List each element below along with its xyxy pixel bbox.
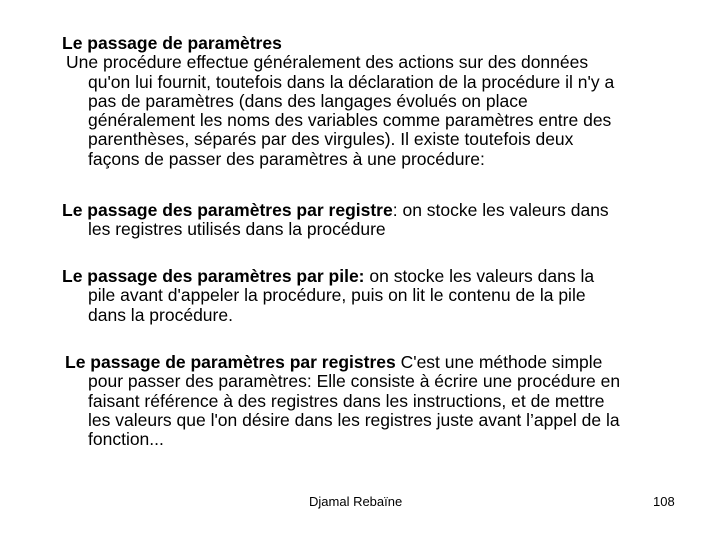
page-number: 108: [653, 494, 675, 509]
section-registres: [65, 353, 620, 449]
registre-heading: Le passage des paramètres par registre: [62, 200, 393, 220]
registre-first-line: [62, 201, 609, 220]
registres-line: fonction...: [88, 429, 164, 450]
pile-line: dans la procédure.: [88, 304, 233, 325]
registre-line: les registres utilisés dans la procédure: [88, 219, 386, 240]
section-pile: [62, 267, 594, 325]
registres-line: les valeurs que l'on désire dans les registres juste avant l’appel de la: [88, 409, 620, 430]
pile-text: on stocke les valeurs dans la: [364, 266, 595, 286]
intro-line: qu'on lui fournit, toutefois dans la déclaration de la procédure il n'y a: [88, 71, 615, 92]
registres-first-line: [65, 353, 620, 372]
intro-line: façons de passer des paramètres à une procédure:: [88, 148, 485, 169]
registres-text: C'est une méthode simple: [395, 352, 603, 372]
intro-line: généralement les noms des variables comme paramètres entre des: [88, 110, 612, 131]
intro-line: pas de paramètres (dans des langages évolués on place: [88, 90, 528, 111]
pile-line: pile avant d'appeler la procédure, puis on lit le contenu de la pile: [88, 285, 586, 306]
pile-first-line: [62, 267, 594, 286]
pile-heading: Le passage des paramètres par pile:: [62, 266, 365, 286]
footer-author: Djamal Rebaïne: [309, 494, 403, 509]
registres-heading: Le passage de paramètres par registres: [65, 352, 396, 372]
registres-line: faisant référence à des registres dans les instructions, et de mettre: [88, 390, 605, 411]
section-intro: [62, 34, 614, 169]
intro-line: Une procédure effectue généralement des actions sur des données: [66, 52, 589, 73]
slide-title: Le passage de paramètres: [62, 33, 282, 53]
intro-line: parenthèses, séparés par des virgules). Il existe toutefois deux: [88, 129, 574, 150]
registre-text: : on stocke les valeurs dans: [392, 200, 609, 220]
section-registre: [62, 201, 609, 240]
registres-line: pour passer des paramètres: Elle consiste à écrire une procédure en: [88, 371, 621, 392]
